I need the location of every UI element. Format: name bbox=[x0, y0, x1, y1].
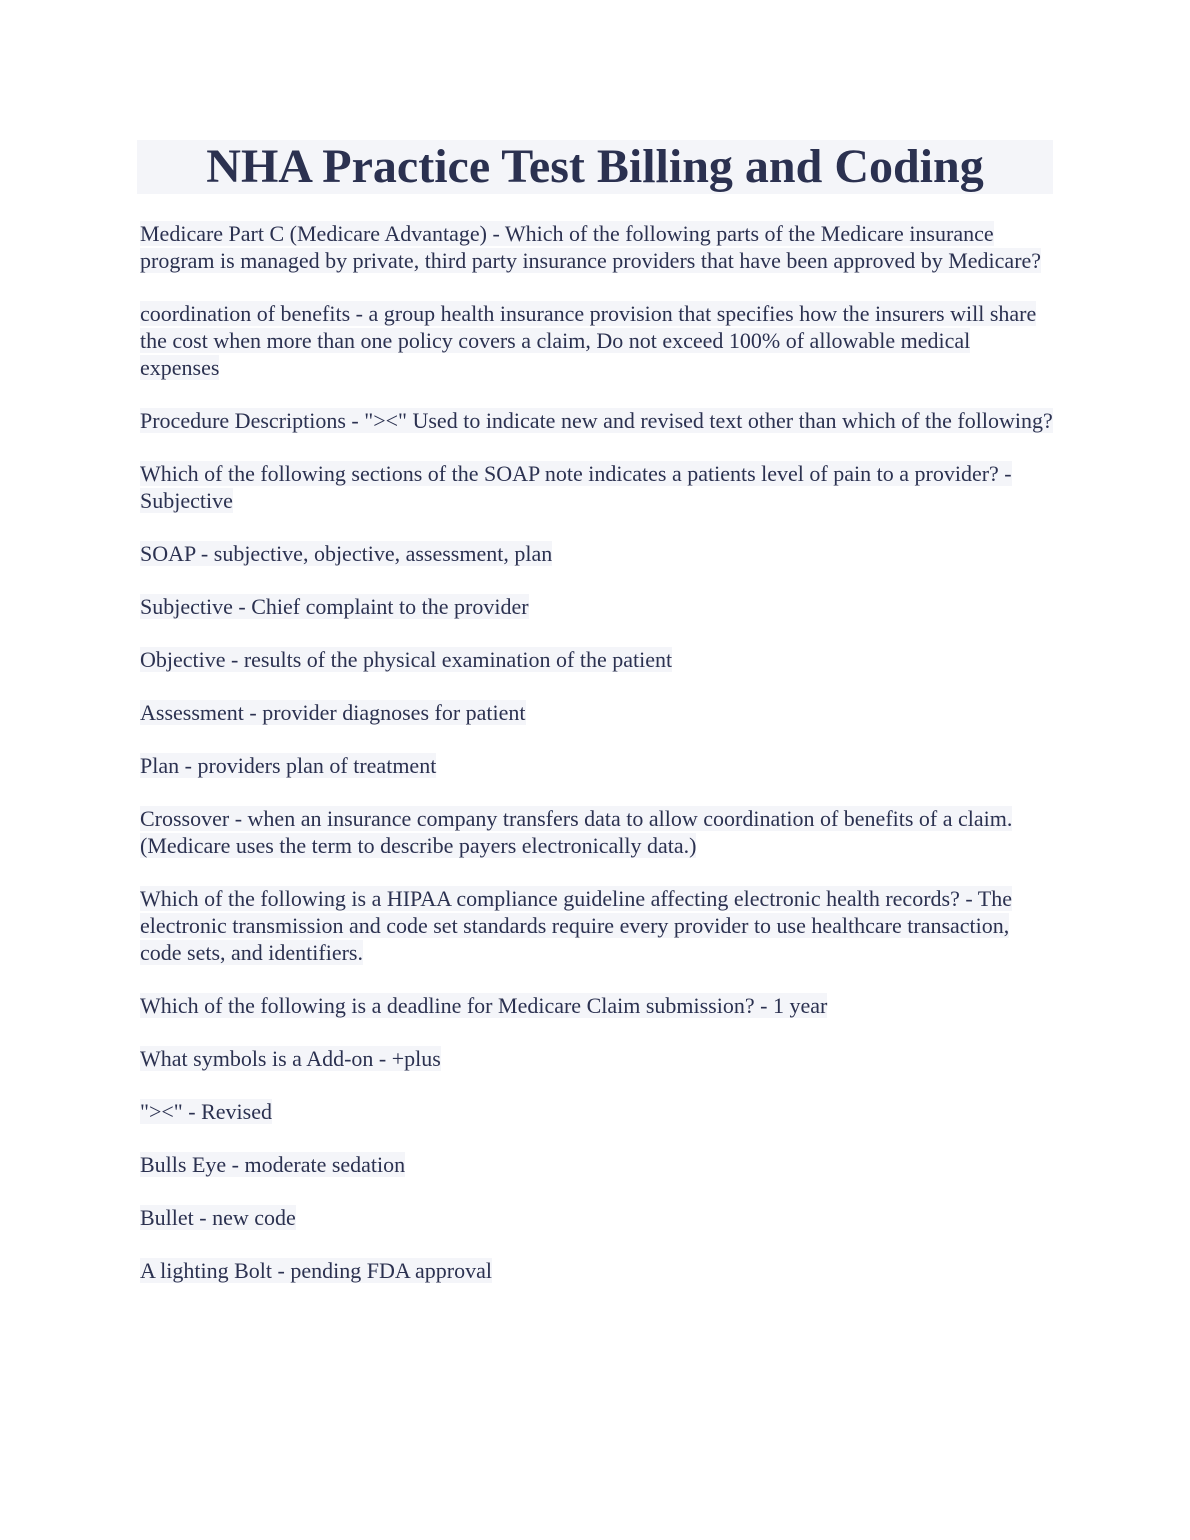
entry-hipaa bbox=[140, 885, 1055, 966]
page-title: NHA Practice Test Billing and Coding bbox=[206, 140, 984, 193]
entry-crossover bbox=[140, 805, 1055, 859]
entry-lightning-bolt bbox=[140, 1257, 1055, 1284]
document-body bbox=[140, 220, 1055, 1310]
entry-text: What symbols is a Add-on - +plus bbox=[140, 1046, 441, 1071]
entry-bullet bbox=[140, 1204, 1055, 1231]
entry-coordination-of-benefits bbox=[140, 300, 1055, 381]
entry-add-on-symbol bbox=[140, 1045, 1055, 1072]
entry-revised-symbol bbox=[140, 1098, 1055, 1125]
entry-text: SOAP - subjective, objective, assessment, plan bbox=[140, 541, 553, 566]
entry-text: Plan - providers plan of treatment bbox=[140, 753, 437, 778]
entry-text: Which of the following is a HIPAA compliance guideline affecting electronic health records? - The electronic transmission and code set standards require every provider to use healthcare transaction, code sets, and identifiers. bbox=[140, 886, 1012, 965]
entry-text: Bullet - new code bbox=[140, 1205, 296, 1230]
entry-text: coordination of benefits - a group health insurance provision that specifies how the insurers will share the cost when more than one policy covers a claim, Do not exceed 100% of allowable medical expenses bbox=[140, 301, 1037, 380]
entry-text: Which of the following sections of the SOAP note indicates a patients level of pain to a provider? - Subjective bbox=[140, 461, 1012, 513]
entry-text: Assessment - provider diagnoses for patient bbox=[140, 700, 526, 725]
entry-text: A lighting Bolt - pending FDA approval bbox=[140, 1258, 492, 1283]
entry-soap bbox=[140, 540, 1055, 567]
entry-text: Bulls Eye - moderate sedation bbox=[140, 1152, 406, 1177]
entry-text: Which of the following is a deadline for Medicare Claim submission? - 1 year bbox=[140, 993, 828, 1018]
entry-assessment bbox=[140, 699, 1055, 726]
entry-text: Objective - results of the physical examination of the patient bbox=[140, 647, 673, 672]
entry-procedure-descriptions bbox=[140, 407, 1055, 434]
title-band bbox=[137, 140, 1053, 194]
entry-objective bbox=[140, 646, 1055, 673]
entry-text: "><" - Revised bbox=[140, 1099, 272, 1124]
entry-text: Procedure Descriptions - "><" Used to indicate new and revised text other than which of the following? bbox=[140, 408, 1053, 433]
entry-soap-pain-level bbox=[140, 460, 1055, 514]
entry-medicare-deadline bbox=[140, 992, 1055, 1019]
entry-text: Crossover - when an insurance company transfers data to allow coordination of benefits of a claim. (Medicare uses the term to describe payers electronically data.) bbox=[140, 806, 1013, 858]
entry-medicare-part-c bbox=[140, 220, 1055, 274]
entry-plan bbox=[140, 752, 1055, 779]
entry-bulls-eye bbox=[140, 1151, 1055, 1178]
entry-text: Medicare Part C (Medicare Advantage) - Which of the following parts of the Medicare insurance program is managed by private, third party insurance providers that have been approved by Medicare? bbox=[140, 221, 1042, 273]
entry-text: Subjective - Chief complaint to the provider bbox=[140, 594, 529, 619]
entry-subjective bbox=[140, 593, 1055, 620]
